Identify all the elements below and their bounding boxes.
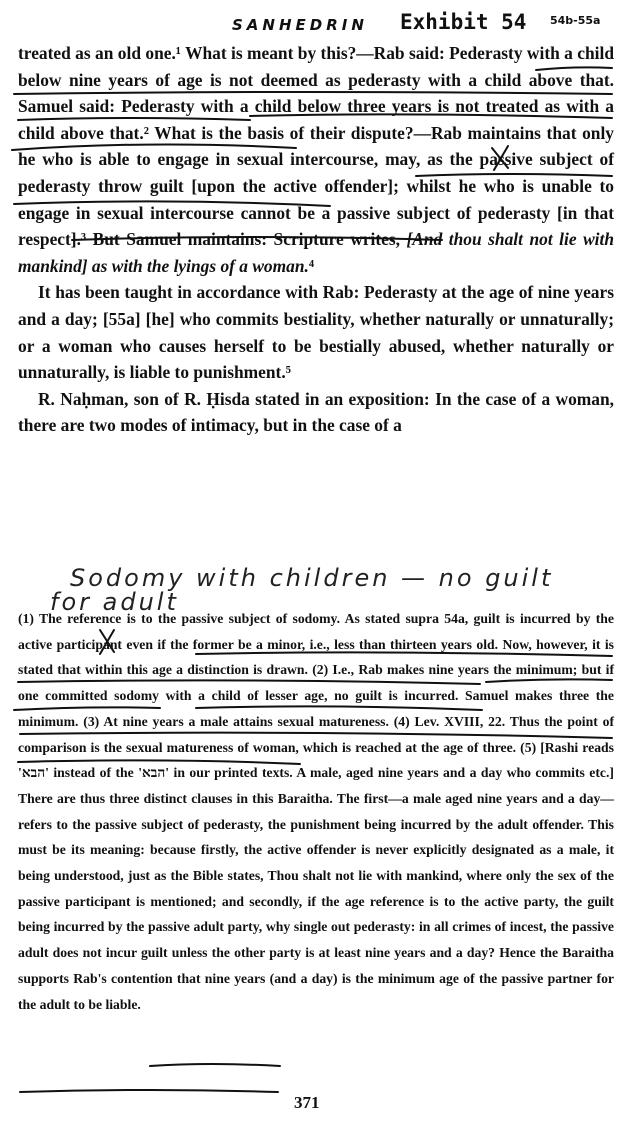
- main-paragraph-1-text: treated as an old one.¹ What is meant by this?—Rab said: Pederasty with a child below nine years of age is not deemed as pederasty with a child above that. Samuel said: Pederasty with a child below three years is not treated as with a child above that.² What is the basis of their dispute?—Rab maintains that only he who is able to engage in sexual intercourse, may, as the passive subject of pederasty throw guilt [upon the active offender]; whilst he who is unable to engage in sexual intercourse cannot be a passive subject of pederasty [in that respect].³ But Samuel maintains: Scripture writes,: [18, 43, 614, 250]
- main-paragraph-1: [18, 40, 614, 279]
- main-text-block: [18, 40, 614, 439]
- main-paragraph-3: R. Naḥman, son of R. Ḥisda stated in an exposition: In the case of a woman, there are two modes of intimacy, but in the case of a: [18, 388, 614, 436]
- footnotes-block: [18, 606, 614, 1017]
- exhibit-stamp: Exhibit 54: [400, 10, 527, 34]
- underline-mark: [150, 1064, 280, 1066]
- footnote-ref-4: ⁴: [308, 255, 315, 276]
- footnotes-text: (1) The reference is to the passive subject of sodomy. As stated supra 54a, guilt is incurred by the active participant even if the former be a minor, i.e., less than thirteen years old. Now, however, it is stated that within this age a distinction is drawn. (2) I.e., Rab makes nine years the minimum; but if one committed sodomy with a child of lesser age, no guilt is incurred. Samuel makes three the minimum. (3) At nine years a male attains sexual matureness. (4) Lev. XVIII, 22. Thus the point of comparison is the sexual matureness of woman, which is reached at the age of three. (5) [Rashi reads 'הבא' instead of the 'הבא' in our printed texts. A male, aged nine years and a day who commits etc.] There are thus three distinct clauses in this Baraitha. The first—a male aged nine years and a day—refers to the passive subject of pederasty, the punishment being incurred by the adult offender. This must be its meaning: because firstly, the active offender is never explicitly designated as a male, it being understood, just as the Bible states, Thou shalt not lie with mankind, where only the sex of the passive participant is mentioned; and secondly, if the age reference is to the active party, the guilt being incurred by the passive adult party, why single out pederasty: in all crimes of incest, the passive adult does not incur guilt unless the other party is at least nine years and a day? Hence the Baraitha supports Rab's contention that nine years (and a day) is the minimum age of the passive partner for the adult to be liable.: [18, 611, 614, 1012]
- handwritten-line-2: for adult: [50, 588, 179, 616]
- underline-mark: [20, 1090, 278, 1092]
- scripture-quote: [And thou shalt not lie with mankind] as with the lyings of a woman.: [18, 229, 614, 276]
- handwritten-line-1: Sodomy with children — no guilt: [70, 564, 554, 592]
- page-number: 371: [294, 1093, 320, 1112]
- page-header: [0, 6, 627, 36]
- running-head: SANHEDRIN: [232, 16, 368, 34]
- main-paragraph-2: It has been taught in accordance with Rab: Pederasty at the age of nine years and a day; [55a] [he] who commits bestiality, whether naturally or unnaturally; or a woman who causes herself to be bestially abused, whether naturally or unnaturally, is liable to punishment.⁵: [18, 282, 614, 383]
- exhibit-pages-note: 54b-55a: [550, 14, 601, 27]
